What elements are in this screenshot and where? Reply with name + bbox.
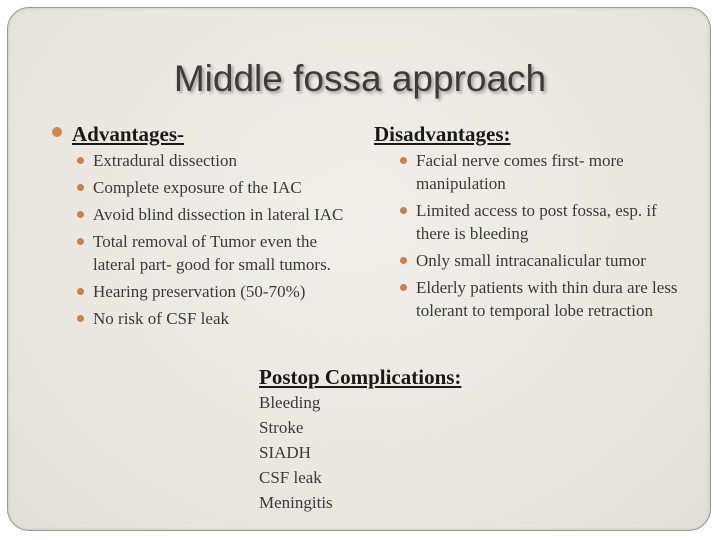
list-item (77, 149, 347, 172)
bullet-icon (400, 257, 407, 264)
list-item (77, 307, 347, 330)
list-item-text: Elderly patients with thin dura are less tolerant to temporal lobe retraction (416, 278, 678, 320)
list-item (400, 276, 690, 322)
bullet-icon (400, 284, 407, 291)
list-item-text: Hearing preservation (50-70%) (93, 282, 306, 301)
list-item: Meningitis (259, 493, 333, 512)
advantages-bullet-icon (52, 127, 62, 137)
slide-title: Middle fossa approach (173, 58, 547, 99)
list-item: SIADH (259, 443, 311, 462)
bullet-icon (400, 157, 407, 164)
list-item-text: Facial nerve comes first- more manipulation (416, 151, 624, 193)
list-item (77, 176, 347, 199)
postop-complications-heading: Postop Complications: (259, 365, 462, 389)
disadvantages-list (400, 149, 690, 326)
disadvantages-heading: Disadvantages: (374, 122, 511, 146)
list-item-text: Only small intracanalicular tumor (416, 251, 646, 270)
bullet-icon (77, 288, 84, 295)
postop-complications-list (259, 390, 333, 515)
bullet-icon (77, 315, 84, 322)
bullet-icon (77, 157, 84, 164)
list-item: Stroke (259, 418, 304, 437)
list-item (400, 149, 690, 195)
list-item (77, 203, 347, 226)
list-item (400, 249, 690, 272)
list-item (400, 199, 690, 245)
bullet-icon (400, 207, 407, 214)
list-item-text: Extradural dissection (93, 151, 237, 170)
bullet-icon (77, 184, 84, 191)
list-item (77, 230, 347, 276)
list-item-text: Avoid blind dissection in lateral IAC (93, 205, 344, 224)
list-item: CSF leak (259, 468, 322, 487)
list-item-text: Total removal of Tumor even the lateral part- good for small tumors. (93, 232, 331, 274)
bullet-icon (77, 238, 84, 245)
list-item-text: Limited access to post fossa, esp. if there is bleeding (416, 201, 657, 243)
bullet-icon (77, 211, 84, 218)
advantages-heading: Advantages- (72, 122, 185, 146)
list-item: Bleeding (259, 393, 321, 412)
list-item (77, 280, 347, 303)
list-item-text: Complete exposure of the IAC (93, 178, 302, 197)
advantages-list (77, 149, 347, 334)
list-item-text: No risk of CSF leak (93, 309, 229, 328)
